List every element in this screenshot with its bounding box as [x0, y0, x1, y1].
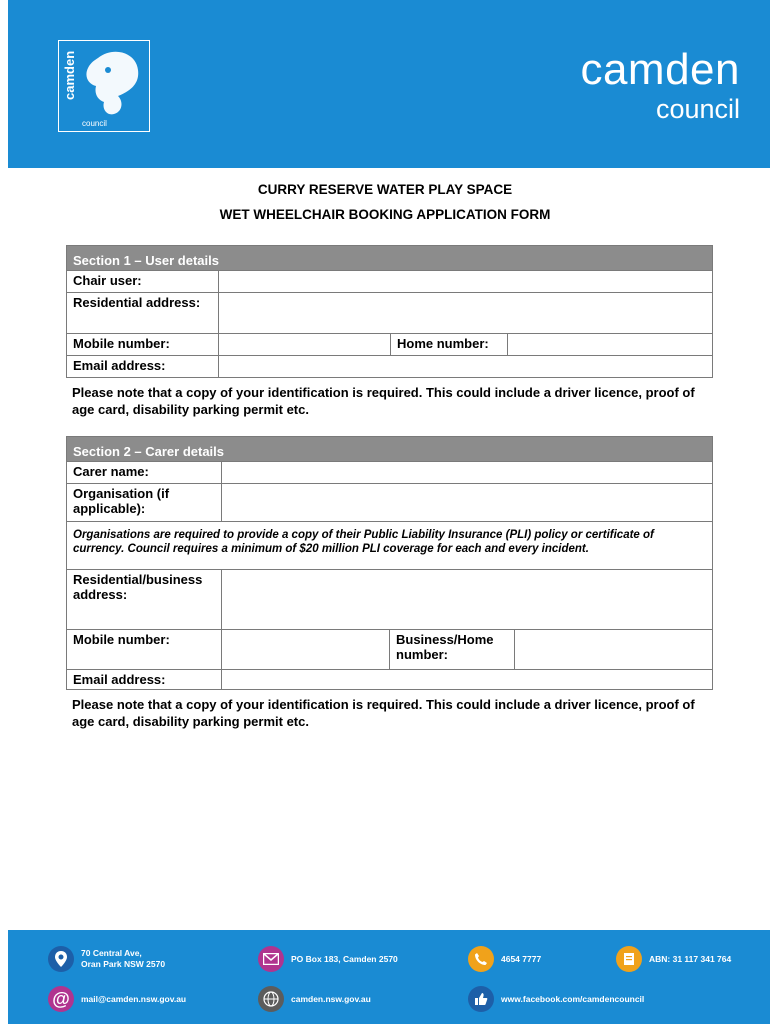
chair-user-label: Chair user: — [67, 271, 219, 293]
home-number-field[interactable] — [508, 334, 713, 356]
abn-document-icon — [616, 946, 642, 972]
residential-business-address-label: Residential/business address: — [67, 570, 222, 630]
form-title-line2: WET WHEELCHAIR BOOKING APPLICATION FORM — [219, 207, 551, 222]
residential-address-label: Residential address: — [67, 293, 219, 334]
footer-phone — [468, 946, 541, 972]
section2-id-note: Please note that a copy of your identification is required. This could include a driver licence, proof of age card, disability parking permit etc. — [72, 697, 695, 729]
chair-user-field[interactable] — [219, 271, 713, 293]
envelope-icon — [258, 946, 284, 972]
footer-address — [48, 946, 165, 972]
carer-details-table — [66, 436, 713, 690]
po-box-text: PO Box 183, Camden 2570 — [291, 953, 398, 964]
email-link[interactable]: mail@camden.nsw.gov.au — [81, 993, 187, 1004]
abn-text: ABN: 31 117 341 764 — [649, 953, 732, 964]
section-carer-details — [66, 436, 712, 730]
wordmark-sub: council — [655, 94, 740, 124]
business-home-number-label: Business/Home number: — [390, 630, 515, 670]
home-number-label: Home number: — [391, 334, 508, 356]
phone-icon — [468, 946, 494, 972]
carer-mobile-number-field[interactable] — [222, 630, 390, 670]
phone-text: 4654 7777 — [501, 953, 542, 964]
camden-council-logo — [58, 40, 150, 132]
thumbs-up-icon — [468, 986, 494, 1012]
business-home-number-field[interactable] — [515, 630, 713, 670]
mobile-number-label: Mobile number: — [67, 334, 219, 356]
section1-heading: Section 1 – User details — [67, 246, 713, 271]
section-user-details — [66, 245, 712, 418]
footer-website — [258, 986, 371, 1012]
mobile-number-field[interactable] — [219, 334, 391, 356]
carer-email-address-field[interactable] — [222, 670, 713, 690]
footer-email — [48, 986, 186, 1012]
footer-abn — [616, 946, 731, 972]
organisation-field[interactable] — [222, 484, 713, 522]
residential-address-field[interactable] — [219, 293, 713, 334]
section1-id-note: Please note that a copy of your identification is required. This could include a driver licence, proof of age card, disability parking permit etc. — [72, 385, 695, 417]
svg-text:camden: camden — [62, 50, 77, 100]
email-address-field[interactable] — [219, 356, 713, 378]
user-details-table — [66, 245, 713, 378]
carer-name-label: Carer name: — [67, 462, 222, 484]
footer-po-box — [258, 946, 398, 972]
page-header — [8, 0, 770, 168]
camden-council-wordmark — [580, 45, 740, 124]
facebook-link[interactable]: www.facebook.com/camdencouncil — [501, 993, 645, 1004]
carer-name-field[interactable] — [222, 462, 713, 484]
website-link[interactable]: camden.nsw.gov.au — [291, 993, 371, 1004]
carer-mobile-number-label: Mobile number: — [67, 630, 222, 670]
footer-facebook — [468, 986, 644, 1012]
email-address-label: Email address: — [67, 356, 219, 378]
globe-icon — [258, 986, 284, 1012]
location-pin-icon — [48, 946, 74, 972]
organisation-label: Organisation (if applicable): — [67, 484, 222, 522]
form-title-line1: CURRY RESERVE WATER PLAY SPACE — [257, 182, 513, 197]
pli-note: Organisations are required to provide a copy of their Public Liability Insurance (PLI) policy or certificate of currency. Council requires a minimum of $20 million PLI coverage for each and every incident. — [67, 522, 713, 570]
address-line2: Oran Park NSW 2570 — [81, 959, 166, 969]
svg-text:council: council — [82, 119, 107, 128]
residential-business-address-field[interactable] — [222, 570, 713, 630]
section2-heading: Section 2 – Carer details — [67, 437, 713, 462]
address-line1: 70 Central Ave, — [81, 948, 142, 958]
at-sign-icon: @ — [48, 986, 74, 1012]
carer-email-address-label: Email address: — [67, 670, 222, 690]
footer-address-text — [81, 948, 165, 970]
page-footer — [8, 930, 770, 1024]
wordmark-name: camden — [580, 45, 740, 94]
